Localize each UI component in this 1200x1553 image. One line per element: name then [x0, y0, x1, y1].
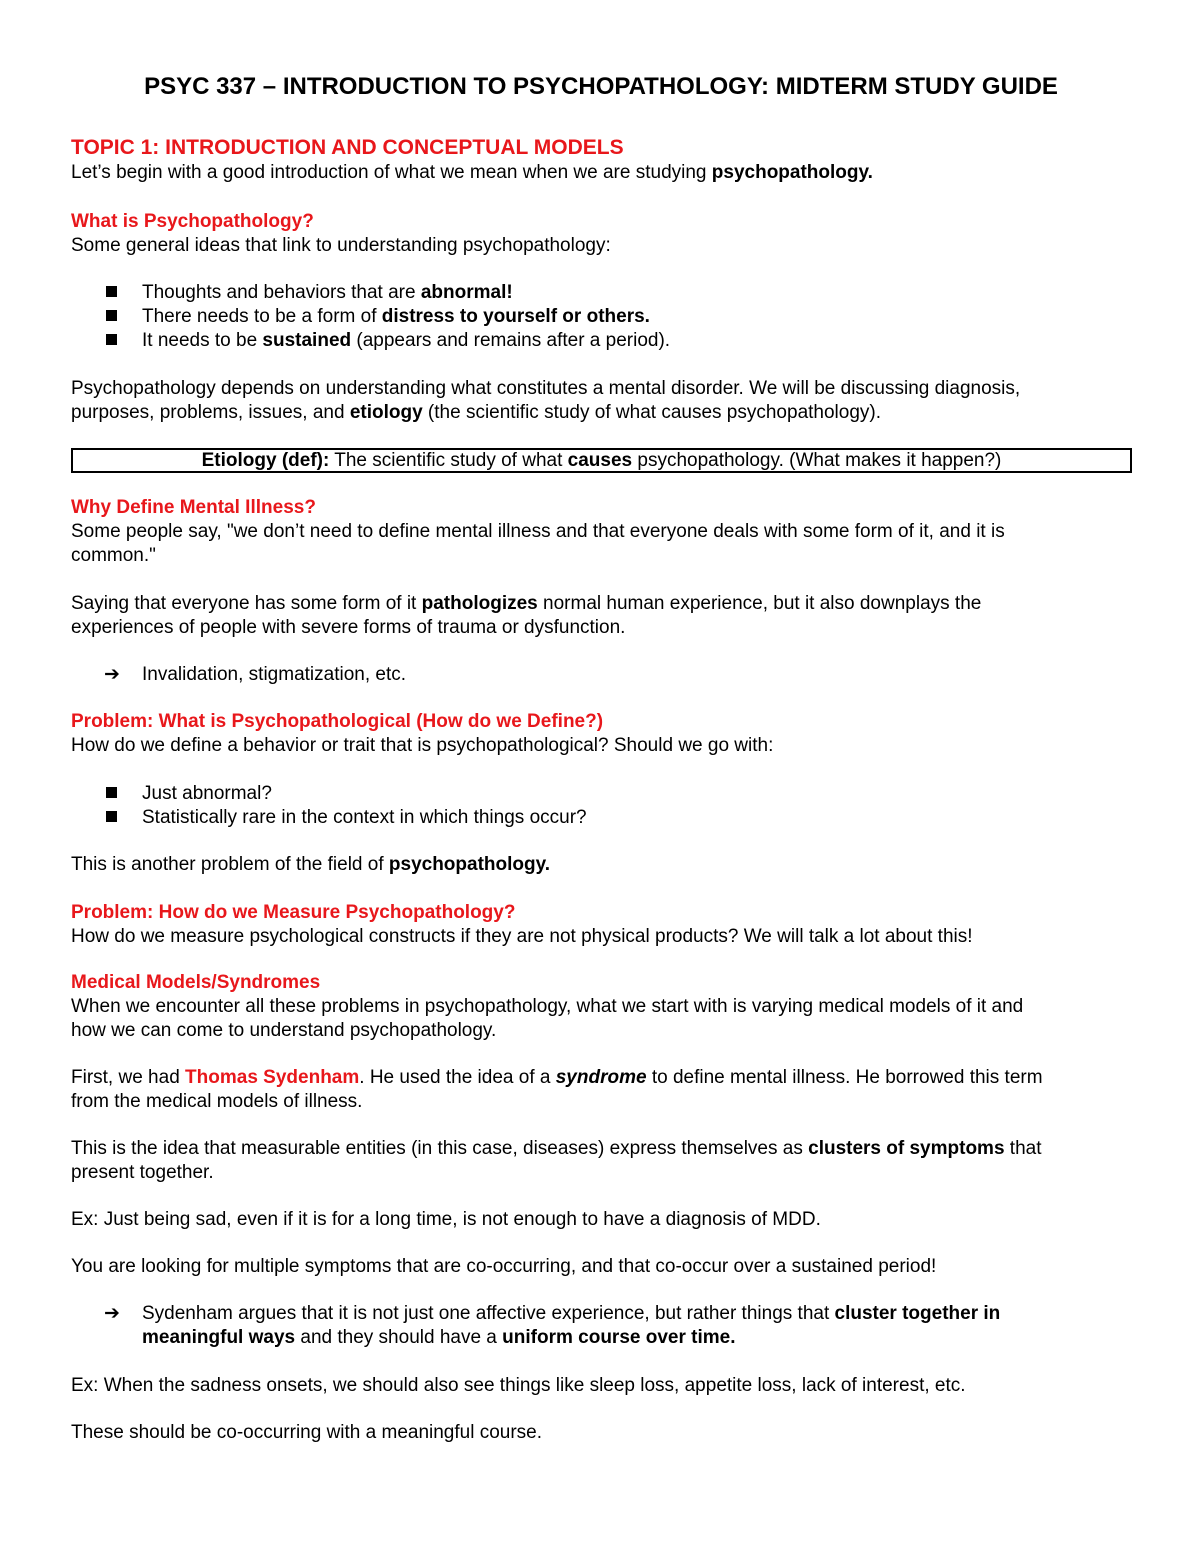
paragraph-line: How do we measure psychological constructs if they are not physical products? We will talk a lot about this!: [71, 926, 973, 947]
square-bullet-icon: [106, 334, 117, 345]
paragraph-text: This is another problem of the field of: [71, 854, 389, 875]
paragraph-text: (the scientific study of what causes psychopathology).: [422, 402, 882, 423]
section-heading-why-define: Why Define Mental Illness?: [71, 497, 316, 518]
paragraph-text: . He used the idea of a: [359, 1067, 556, 1088]
intro-paragraph: [71, 161, 873, 184]
bullet-item: Statistically rare in the context in which things occur?: [142, 807, 587, 828]
bullet-bold: sustained: [262, 330, 352, 351]
paragraph-line: [71, 401, 881, 424]
paragraph-line: Some people say, "we don’t need to define mental illness and that everyone deals with some form of it, and it is: [71, 521, 1005, 542]
paragraph-bold: uniform course over time.: [502, 1327, 736, 1348]
bullet-item: [142, 281, 513, 304]
paragraph-text: Sydenham argues that it is not just one affective experience, but rather things that: [142, 1303, 835, 1324]
definition-bold: causes: [567, 450, 633, 471]
right-arrow-icon: ➔: [104, 664, 120, 685]
section-heading-what-is: What is Psychopathology?: [71, 211, 314, 232]
paragraph-bold: pathologizes: [421, 593, 538, 614]
bullet-text: (appears and remains after a period).: [351, 330, 671, 351]
topic-heading: TOPIC 1: INTRODUCTION AND CONCEPTUAL MODELS: [71, 136, 624, 159]
definition-box: [71, 448, 1132, 473]
paragraph-bold: meaningful ways: [142, 1327, 296, 1348]
paragraph-text: purposes, problems, issues, and: [71, 402, 350, 423]
key-term: syndrome: [555, 1067, 647, 1088]
paragraph-line: how we can come to understand psychopathology.: [71, 1020, 497, 1041]
right-arrow-icon: ➔: [104, 1303, 120, 1324]
bullet-item: Just abnormal?: [142, 783, 272, 804]
paragraph-text: normal human experience, but it also downplays the: [537, 593, 982, 614]
person-name: Thomas Sydenham: [185, 1067, 360, 1088]
section-heading-problem-define: Problem: What is Psychopathological (How do we Define?): [71, 711, 604, 732]
paragraph-line: [71, 853, 550, 876]
section-heading-medical-models: Medical Models/Syndromes: [71, 972, 321, 993]
square-bullet-icon: [106, 310, 117, 321]
paragraph-text: This is the idea that measurable entities (in this case, diseases) express themselves as: [71, 1138, 809, 1159]
paragraph-bold: cluster together in: [834, 1303, 1001, 1324]
page-title: PSYC 337 – INTRODUCTION TO PSYCHOPATHOLOGY: MIDTERM STUDY GUIDE: [144, 73, 1058, 100]
paragraph-line: common.": [71, 545, 156, 566]
definition-text: The scientific study of what: [329, 450, 568, 471]
paragraph-text: to define mental illness. He borrowed this term: [646, 1067, 1043, 1088]
square-bullet-icon: [106, 811, 117, 822]
paragraph-line: [71, 1066, 1043, 1089]
arrow-item-continued: [142, 1326, 736, 1349]
definition-term: Etiology (def):: [201, 450, 330, 471]
bullet-bold: distress to yourself or others.: [381, 306, 650, 327]
paragraph-line: [71, 592, 981, 615]
bullet-item: [142, 305, 650, 328]
paragraph-line: When we encounter all these problems in psychopathology, what we start with is varying medical models of it and: [71, 996, 1024, 1017]
what-is-lead: Some general ideas that link to understanding psychopathology:: [71, 235, 611, 256]
intro-bold: psychopathology.: [711, 162, 873, 183]
paragraph-text: Saying that everyone has some form of it: [71, 593, 422, 614]
paragraph-line: [71, 1137, 1042, 1160]
bullet-text: Thoughts and behaviors that are: [142, 282, 421, 303]
paragraph-bold: psychopathology.: [388, 854, 551, 875]
bullet-item: [142, 329, 670, 352]
bullet-bold: abnormal!: [420, 282, 513, 303]
paragraph-line: You are looking for multiple symptoms that are co-occurring, and that co-occur over a sustained period!: [71, 1256, 937, 1277]
paragraph-line: These should be co-occurring with a meaningful course.: [71, 1422, 543, 1443]
paragraph-text: First, we had: [71, 1067, 186, 1088]
paragraph-line: from the medical models of illness.: [71, 1091, 363, 1112]
intro-text: Let’s begin with a good introduction of what we mean when we are studying: [71, 162, 712, 183]
paragraph-bold: etiology: [349, 402, 423, 423]
paragraph-line: Psychopathology depends on understanding what constitutes a mental disorder. We will be discussing diagnosis,: [71, 378, 1021, 399]
problem-define-lead: How do we define a behavior or trait that is psychopathological? Should we go with:: [71, 735, 774, 756]
paragraph-text: that: [1004, 1138, 1042, 1159]
example-line: Ex: When the sadness onsets, we should also see things like sleep loss, appetite loss, lack of interest, etc.: [71, 1375, 966, 1396]
definition-text: psychopathology. (What makes it happen?): [632, 450, 1002, 471]
paragraph-line: present together.: [71, 1162, 214, 1183]
example-line: Ex: Just being sad, even if it is for a long time, is not enough to have a diagnosis of MDD.: [71, 1209, 821, 1230]
section-heading-problem-measure: Problem: How do we Measure Psychopathology?: [71, 902, 516, 923]
paragraph-line: experiences of people with severe forms of trauma or dysfunction.: [71, 617, 626, 638]
bullet-text: It needs to be: [142, 330, 263, 351]
arrow-item: Invalidation, stigmatization, etc.: [142, 664, 407, 685]
arrow-item: [142, 1302, 1000, 1325]
square-bullet-icon: [106, 787, 117, 798]
square-bullet-icon: [106, 286, 117, 297]
bullet-text: There needs to be a form of: [142, 306, 382, 327]
paragraph-text: and they should have a: [295, 1327, 503, 1348]
paragraph-bold: clusters of symptoms: [808, 1138, 1005, 1159]
